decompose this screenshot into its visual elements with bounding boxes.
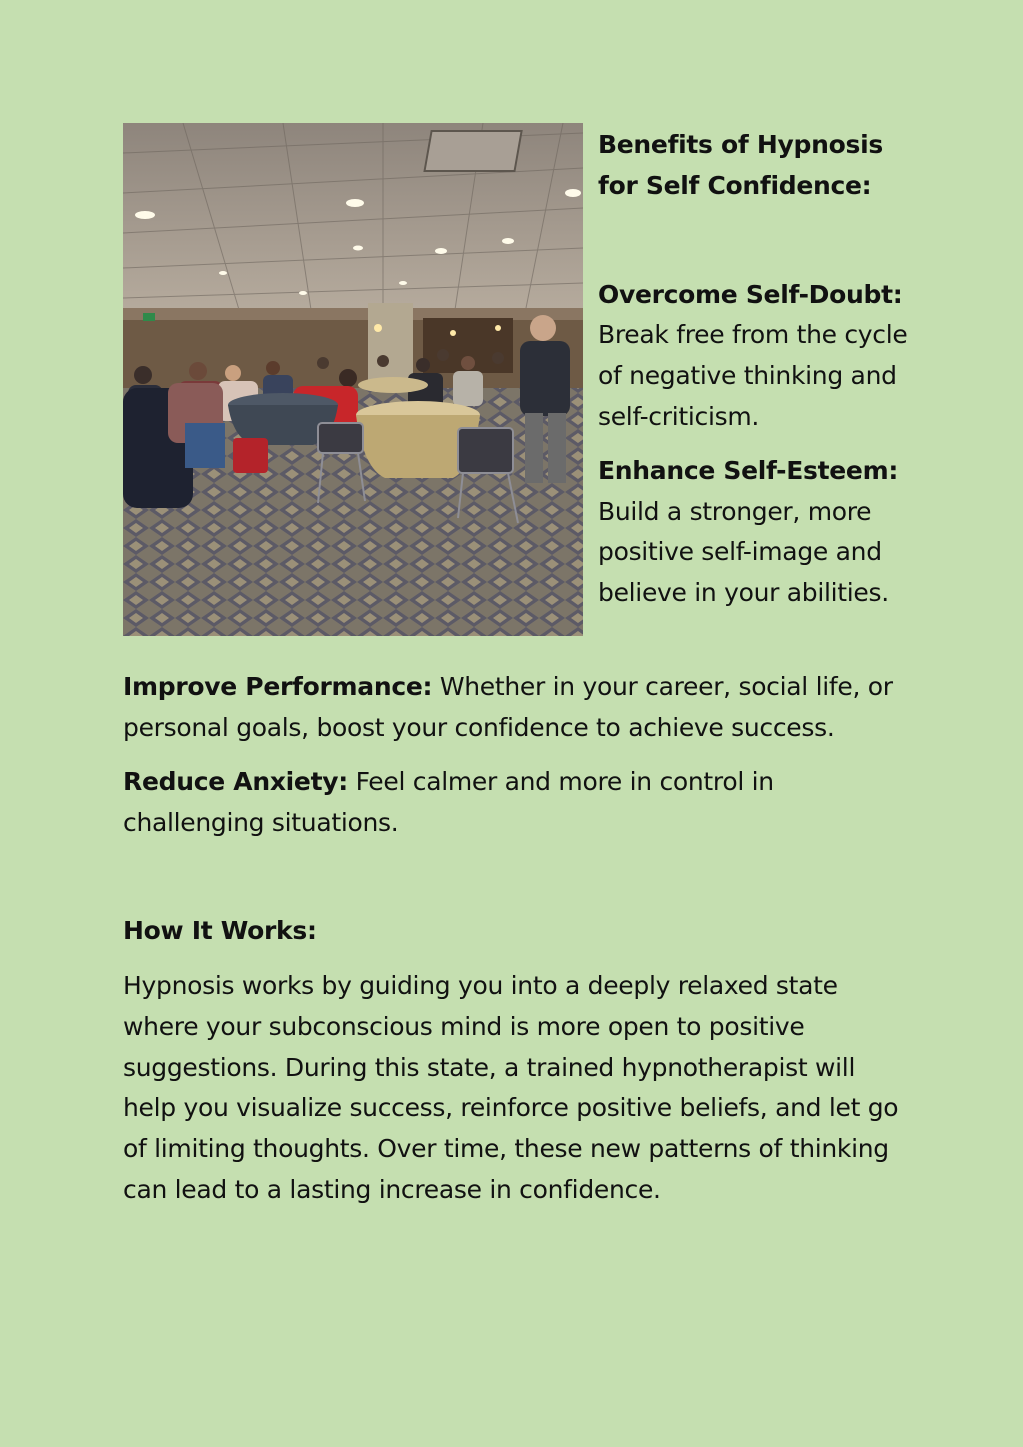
how-it-works-title: How It Works: xyxy=(123,916,317,945)
benefit-text: Whether in your career, social life, or personal goals, boost your confidence to achieve success. xyxy=(123,672,893,742)
benefit-enhance-self-esteem xyxy=(598,451,908,614)
benefits-column xyxy=(598,125,908,627)
benefit-label: Overcome Self-Doubt: xyxy=(598,279,903,309)
how-it-works-heading xyxy=(123,911,913,952)
exit-sign-icon xyxy=(143,313,155,321)
benefit-label: Enhance Self-Esteem: xyxy=(598,455,899,485)
section-title: Benefits of Hypnosis for Self Confidence: xyxy=(598,130,883,200)
benefit-overcome-self-doubt xyxy=(598,275,908,438)
how-it-works-text: Hypnosis works by guiding you into a deeply relaxed state where your subconscious mind is more open to positive suggestions. During this state, a trained hypnotherapist will help you visualize success, reinforce positive beliefs, and let go of limiting thoughts. Over time, these new patterns of thinking can lead to a lasting increase in confidence. xyxy=(123,971,899,1204)
benefit-text: Build a stronger, more positive self-image and believe in your abilities. xyxy=(598,496,889,608)
benefit-label: Improve Performance: xyxy=(123,672,433,701)
how-it-works-body xyxy=(123,966,913,1211)
benefit-text: Break free from the cycle of negative thinking and self-criticism. xyxy=(598,320,908,431)
benefit-reduce-anxiety xyxy=(123,762,913,844)
event-photo xyxy=(123,123,583,636)
benefit-improve-performance xyxy=(123,667,913,749)
benefit-text: Feel calmer and more in control in challenging situations. xyxy=(123,767,774,837)
benefit-label: Reduce Anxiety: xyxy=(123,767,348,796)
